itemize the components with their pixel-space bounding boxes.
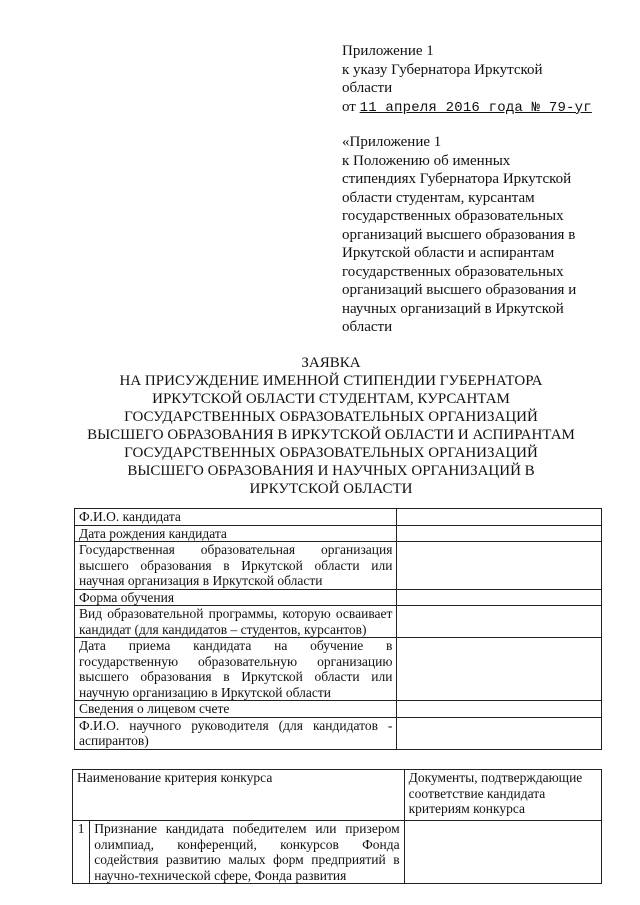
field-label: Ф.И.О. научного руководителя (для кандидатов - аспирантов) — [75, 717, 397, 749]
title-line: ИРКУТСКОЙ ОБЛАСТИ — [249, 481, 413, 497]
field-value-cell[interactable] — [397, 509, 602, 526]
appendix-line: к указу Губернатора Иркутской — [342, 61, 543, 78]
documents-cell[interactable] — [404, 821, 601, 884]
field-value-cell[interactable] — [397, 701, 602, 718]
regulation-line: научных организаций в Иркутской — [342, 300, 564, 317]
field-value-cell[interactable] — [397, 589, 602, 606]
field-value-cell[interactable] — [397, 638, 602, 701]
appendix-header — [342, 42, 602, 337]
regulation-line: Иркутской области и аспирантам — [342, 245, 555, 261]
regulation-line: области студентам, курсантам — [342, 189, 535, 206]
field-label: Государственная образовательная организация высшего образования в Иркутской области или научная организация в Иркутской области — [75, 542, 397, 590]
field-value-cell[interactable] — [397, 606, 602, 638]
appendix-line: области — [342, 80, 393, 96]
table-row — [73, 821, 602, 884]
criteria-table — [72, 769, 602, 884]
table-row — [75, 509, 602, 526]
title-line: ИРКУТСКОЙ ОБЛАСТИ СТУДЕНТАМ, КУРСАНТАМ — [152, 391, 510, 407]
criteria-number: 1 — [73, 821, 90, 884]
field-label: Форма обучения — [75, 589, 397, 606]
decree-date-line — [342, 98, 602, 118]
field-label: Дата приема кандидата на обучение в государственную образовательную организацию высшего образования в Иркутской области или научную организацию в Иркутской области — [75, 638, 397, 701]
table-row — [75, 589, 602, 606]
title-line: ВЫСШЕГО ОБРАЗОВАНИЯ И НАУЧНЫХ ОРГАНИЗАЦИЙ В — [127, 463, 535, 479]
documents-header: Документы, подтверждающие соответствие кандидата критериям конкурса — [404, 770, 601, 821]
field-label: Дата рождения кандидата — [75, 525, 397, 542]
regulation-line: организаций высшего образования и — [342, 282, 577, 298]
regulation-line: «Приложение 1 — [342, 134, 442, 150]
field-label: Вид образовательной программы, которую осваивает кандидат (для кандидатов – студентов, курсантов) — [75, 606, 397, 638]
field-label: Ф.И.О. кандидата — [75, 509, 397, 526]
title-line: НА ПРИСУЖДЕНИЕ ИМЕННОЙ СТИПЕНДИИ ГУБЕРНАТОРА — [119, 373, 543, 389]
regulation-line: государственных образовательных — [342, 263, 564, 280]
table-row — [75, 525, 602, 542]
regulation-line: к Положению об именных — [342, 152, 511, 169]
date-prefix: от — [342, 98, 356, 115]
field-value-cell[interactable] — [397, 525, 602, 542]
title-line: ВЫСШЕГО ОБРАЗОВАНИЯ В ИРКУТСКОЙ ОБЛАСТИ И АСПИРАНТАМ — [87, 427, 575, 443]
regulation-line: области — [342, 319, 393, 335]
application-title — [64, 354, 598, 498]
decree-date: 11 апреля 2016 года № 79-уг — [359, 99, 592, 116]
criteria-text: Признание кандидата победителем или призером олимпиад, конференций, конкурсов Фонда содействия развитию малых форм предприятий в научно-технической сфере, Фонда развития — [90, 821, 404, 884]
regulation-line: стипендиях Губернатора Иркутской — [342, 171, 572, 187]
regulation-line: государственных образовательных — [342, 208, 564, 224]
table-row — [75, 606, 602, 638]
appendix-line: Приложение 1 — [342, 43, 434, 59]
table-row — [75, 638, 602, 701]
title-line: ЗАЯВКА — [301, 355, 361, 371]
candidate-info-table — [74, 508, 602, 750]
field-value-cell[interactable] — [397, 717, 602, 749]
title-line: ГОСУДАРСТВЕННЫХ ОБРАЗОВАТЕЛЬНЫХ ОРГАНИЗАЦИЙ — [124, 445, 538, 461]
regulation-line: организаций высшего образования в — [342, 226, 576, 243]
table-row — [75, 717, 602, 749]
table-row — [75, 542, 602, 590]
title-line: ГОСУДАРСТВЕННЫХ ОБРАЗОВАТЕЛЬНЫХ ОРГАНИЗАЦИЙ — [124, 409, 538, 425]
table-row — [75, 701, 602, 718]
field-label: Сведения о лицевом счете — [75, 701, 397, 718]
criteria-name-header: Наименование критерия конкурса — [73, 770, 405, 821]
field-value-cell[interactable] — [397, 542, 602, 590]
table-header-row — [73, 770, 602, 821]
